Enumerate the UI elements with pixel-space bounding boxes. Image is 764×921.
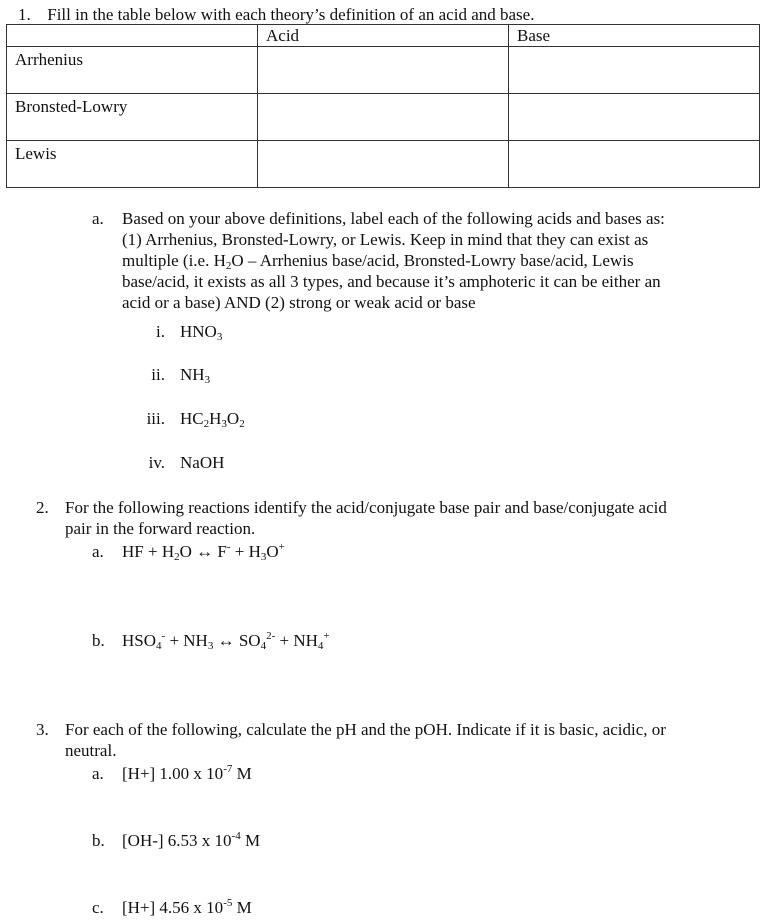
base-answer-cell[interactable]	[509, 94, 760, 141]
formula-nh3: $NH_3$	[180, 365, 211, 386]
reaction-hso4: $HSO_4^- + NH_3$ ↔ $SO_4^{2-} + NH_4^+$	[122, 630, 330, 652]
question-2-number: 2.	[36, 498, 49, 517]
prompt-line: pair in the forward reaction.	[65, 519, 256, 538]
header-cell-empty	[7, 25, 258, 47]
concentration-a: [H+] 1.00 x $10^{-7}$ M	[122, 763, 252, 783]
table-row	[7, 47, 760, 94]
acid-answer-cell[interactable]	[258, 47, 509, 94]
base-answer-cell[interactable]	[509, 141, 760, 188]
formula-naoh: NaOH	[180, 453, 225, 472]
theory-cell: Lewis	[7, 141, 258, 188]
reaction-hf: HF + $H_2O$ ↔ $F^- + H_3O^+$	[122, 541, 285, 563]
item-label: c.	[92, 898, 104, 917]
instruction-line: acid or a base) AND (2) strong or weak acid or base	[122, 293, 476, 312]
item-label: b.	[92, 831, 105, 850]
item-label: i.	[156, 322, 165, 341]
question-number: 1.	[18, 5, 31, 24]
acid-answer-cell[interactable]	[258, 94, 509, 141]
header-cell-base: Base	[509, 25, 760, 47]
reaction-label: b.	[92, 631, 105, 650]
instruction-line: (1) Arrhenius, Bronsted-Lowry, or Lewis. Keep in mind that they can exist as	[122, 230, 649, 249]
item-label: ii.	[151, 365, 165, 384]
item-label: a.	[92, 764, 104, 783]
concentration-b: [OH-] 6.53 x $10^{-4}$ M	[122, 830, 261, 850]
base-answer-cell[interactable]	[509, 47, 760, 94]
table-header-row	[7, 25, 760, 47]
question-1-prompt	[18, 4, 534, 25]
instruction-line: Based on your above definitions, label each of the following acids and bases as:	[122, 209, 665, 228]
formula-hc2h3o2: $HC_2H_3O_2$	[180, 409, 245, 430]
question-3-prompt	[65, 719, 755, 761]
instruction-line: base/acid, it exists as all 3 types, and because it’s amphoteric it can be either an	[122, 272, 661, 291]
formula-hno3: $HNO_3$	[180, 322, 223, 343]
table-row	[7, 94, 760, 141]
acid-answer-cell[interactable]	[258, 141, 509, 188]
theory-cell: Arrhenius	[7, 47, 258, 94]
table-row	[7, 141, 760, 188]
item-label: iv.	[148, 453, 165, 472]
concentration-c: [H+] 4.56 x $10^{-5}$ M	[122, 897, 252, 917]
instruction-line: multiple (i.e. $H_2O$ – Arrhenius base/acid, Bronsted-Lowry base/acid, Lewis	[122, 251, 634, 272]
prompt-line: For the following reactions identify the acid/conjugate base pair and base/conjugate acid	[65, 498, 667, 517]
definitions-table	[6, 24, 760, 188]
item-label: iii.	[146, 409, 165, 428]
prompt-line: For each of the following, calculate the pH and the pOH. Indicate if it is basic, acidic, or	[65, 720, 666, 739]
prompt-line: neutral.	[65, 741, 117, 760]
reaction-label: a.	[92, 542, 104, 561]
theory-cell: Bronsted-Lowry	[7, 94, 258, 141]
question-2-prompt	[65, 497, 755, 539]
part-a-instructions	[122, 208, 752, 313]
question-3-number: 3.	[36, 720, 49, 739]
part-a-label: a.	[92, 209, 104, 228]
header-cell-acid: Acid	[258, 25, 509, 47]
question-text: Fill in the table below with each theory’s definition of an acid and base.	[47, 5, 535, 24]
